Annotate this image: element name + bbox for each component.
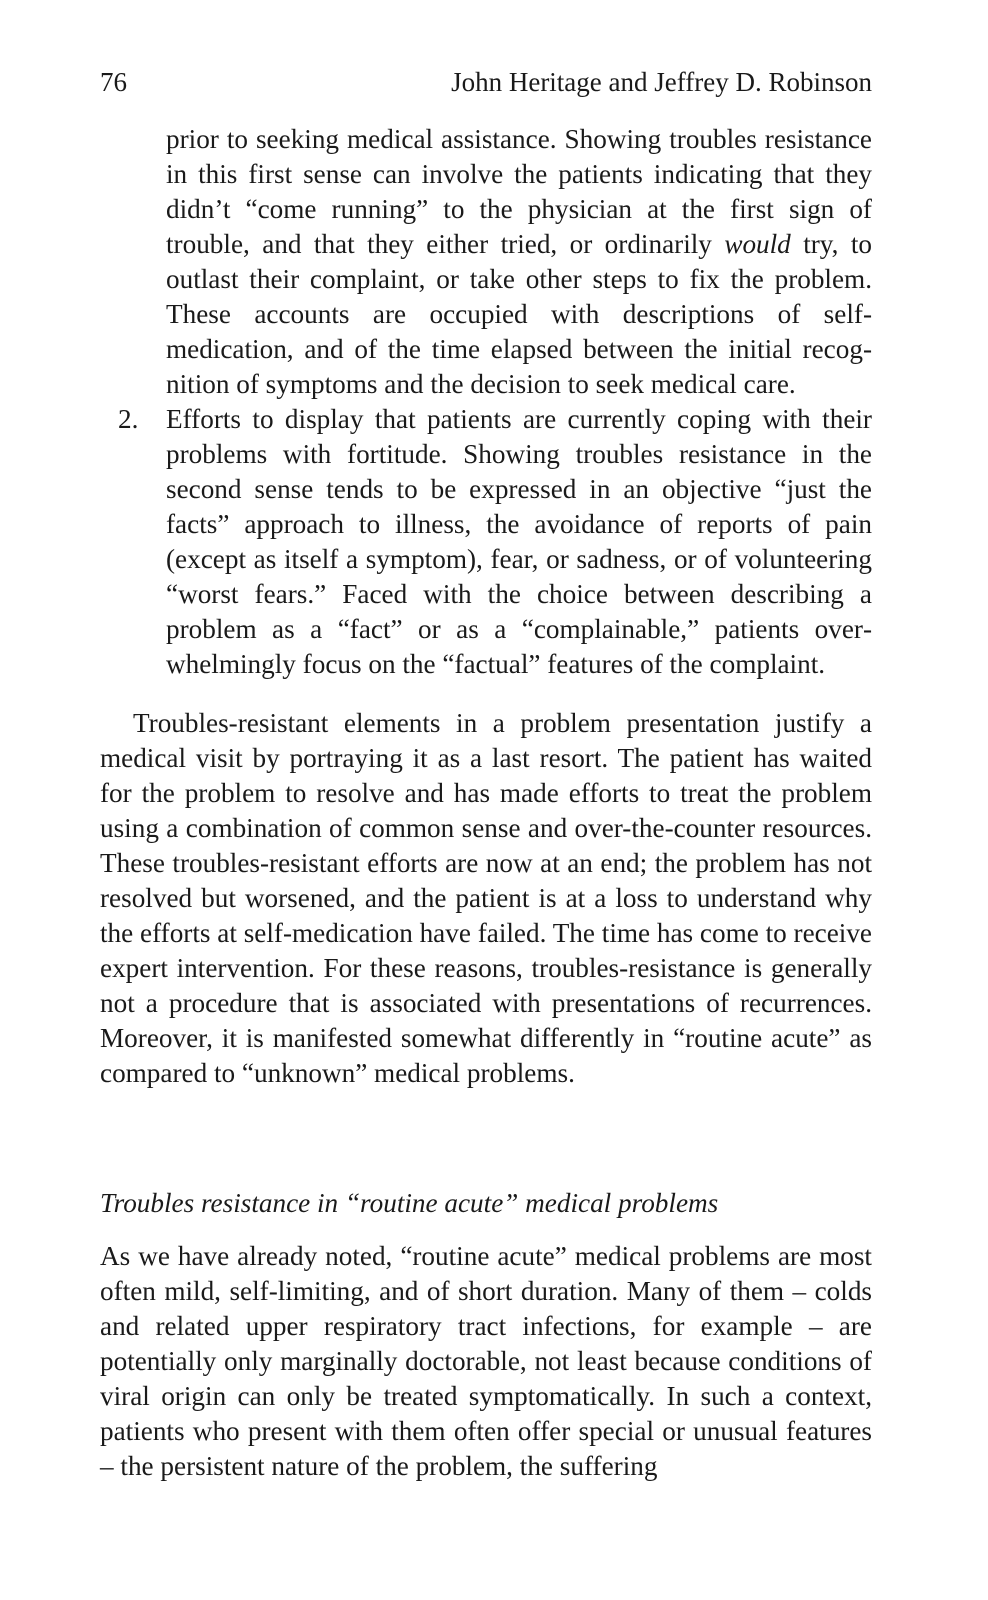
body-paragraph-1: Troubles-resistant elements in a problem presentation justify a medical visit by portraying it as a last resort. The patient has waited for the problem to resolve and has made efforts to treat the problem using a combination of common sense and over-the-counter resources. These troubles-resistant efforts are now at an end; the problem has not resolved but worsened, and the patient is at a loss to understand why the efforts at self-medication have failed. The time has come to receive expert intervention. For these reasons, troubles-resistance is generally not a procedure that is associated with presentations of recurrences. Moreover, it is manifested somewhat differently in “routine acute” as compared to “unknown” medical problems. <box>100 708 873 1088</box>
list-item-2-number: 2. <box>118 404 139 434</box>
page-number: 76 <box>100 67 127 97</box>
numbered-list <box>100 122 872 682</box>
list-item-1-text: prior to seeking medical assistance. Showing troubles resistance in this first sense can involve the patients indicating that they didn’t “come running” to the physician at the first sign of trouble, and that they either tried, or ordinarily <box>166 124 872 259</box>
list-item-1-text-end: try, to outlast their complaint, or take other steps to fix the problem. These accounts are occupied with descriptions of self-medication, and of the time elapsed between the initial recognition of symptoms and the decision to seek medical care. <box>166 229 872 399</box>
list-item-1-emphasis: would <box>724 229 791 259</box>
body-paragraph-2: As we have already noted, “routine acute” medical problems are most often mild, self-limiting, and of short duration. Many of them – colds and related upper respiratory tract infections, for example – are potentially only marginally doctorable, not least because conditions of viral origin can only be treated symptomatically. In such a context, patients who present with them often offer special or unusual features – the persistent nature of the problem, the suffering <box>100 1241 872 1481</box>
list-item-2-text: Efforts to display that patients are currently coping with their problems with fortitude. Showing troubles resistance in the second sense tends to be expressed in an objective “just the facts” approach to illness, the avoidance of reports of pain (except as itself a symptom), fear, or sadness, or of volunteering “worst fears.” Faced with the choice between describing a problem as a “fact” or as a “complainable,” patients overwhelmingly focus on the “factual” features of the complaint. <box>166 404 872 679</box>
list-item-2 <box>100 402 872 682</box>
list-item-1-continuation <box>100 122 872 402</box>
page-header <box>100 64 872 100</box>
running-head: John Heritage and Jeffrey D. Robinson <box>451 67 872 97</box>
section-heading: Troubles resistance in “routine acute” medical problems <box>100 1188 719 1218</box>
